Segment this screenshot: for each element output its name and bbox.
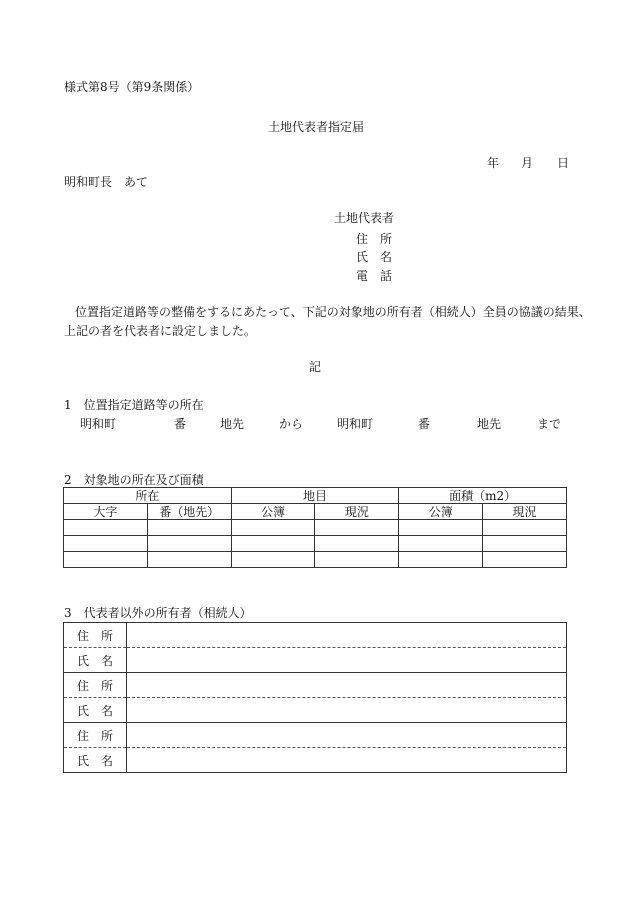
rep-phone-label: 電 話 [356,269,393,283]
section1-part: まで [537,417,562,431]
owner-row [64,748,567,773]
subheader-registry: 公簿 [231,504,315,520]
section1-part: から [279,417,304,431]
body-line-2: 上記の者を代表者に設定しました。 [64,324,257,338]
table-row [64,520,567,536]
owner-address-label: 住 所 [64,723,127,748]
table-cell[interactable] [64,552,148,568]
owner-address-label: 住 所 [64,623,127,648]
section2-heading: 2 対象地の所在及び面積 [64,473,204,487]
rep-heading: 土地代表者 [334,211,395,225]
owner-row [64,673,567,698]
table-row [64,536,567,552]
section1-part: 明和町 [80,417,117,431]
section1-part: 地先 [220,417,245,431]
other-owners-table [63,622,567,773]
table-cell[interactable] [315,536,399,552]
table-cell[interactable] [64,536,148,552]
rep-address-label: 住 所 [356,232,393,246]
section1-part: 番 [174,417,187,431]
table-cell[interactable] [147,536,231,552]
ki-heading: 記 [309,360,322,374]
rep-name-label: 氏 名 [356,250,393,264]
owner-address-label: 住 所 [64,673,127,698]
owner-name-label: 氏 名 [64,648,127,673]
owner-row [64,723,567,748]
table-cell[interactable] [483,520,567,536]
owner-address-field[interactable] [127,673,567,698]
land-area-table [63,487,567,568]
owner-name-field[interactable] [127,648,567,673]
subheader-actual: 現況 [315,504,399,520]
table-cell[interactable] [231,520,315,536]
subheader-oaza: 大字 [64,504,148,520]
table-cell[interactable] [399,552,483,568]
owner-name-field[interactable] [127,748,567,773]
owner-name-label: 氏 名 [64,698,127,723]
section1-part: 地先 [477,417,502,431]
owner-row [64,698,567,723]
date-year: 年 [487,156,500,170]
table-cell[interactable] [231,536,315,552]
owner-row [64,648,567,673]
table-cell[interactable] [147,520,231,536]
owner-name-field[interactable] [127,698,567,723]
owner-address-field[interactable] [127,623,567,648]
table-cell[interactable] [399,536,483,552]
section1-part: 番 [418,417,431,431]
form-title: 土地代表者指定届 [268,120,365,134]
owner-name-label: 氏 名 [64,748,127,773]
table-cell[interactable] [315,552,399,568]
table-cell[interactable] [231,552,315,568]
body-line-1: 位置指定道路等の整備をするにあたって、下記の対象地の所有者（相続人）全員の協議の結果、 [75,305,591,319]
section3-heading: 3 代表者以外の所有者（相続人） [64,606,252,620]
header-area: 面積（m2） [399,488,567,504]
table-cell[interactable] [399,520,483,536]
owner-row [64,623,567,648]
date-month: 月 [521,156,534,170]
subheader-registry: 公簿 [399,504,483,520]
section1-heading: 1 位置指定道路等の所在 [64,398,204,412]
recipient: 明和町長 あて [64,175,149,189]
table-cell[interactable] [483,552,567,568]
table-row [64,552,567,568]
owner-address-field[interactable] [127,723,567,748]
table-cell[interactable] [64,520,148,536]
table-cell[interactable] [315,520,399,536]
subheader-actual: 現況 [483,504,567,520]
header-location: 所在 [64,488,232,504]
table-cell[interactable] [147,552,231,568]
section1-part: 明和町 [337,417,374,431]
subheader-lot: 番（地先） [147,504,231,520]
header-land-category: 地目 [231,488,399,504]
date-day: 日 [557,156,570,170]
form-number: 様式第8号（第9条関係） [64,80,200,94]
table-cell[interactable] [483,536,567,552]
